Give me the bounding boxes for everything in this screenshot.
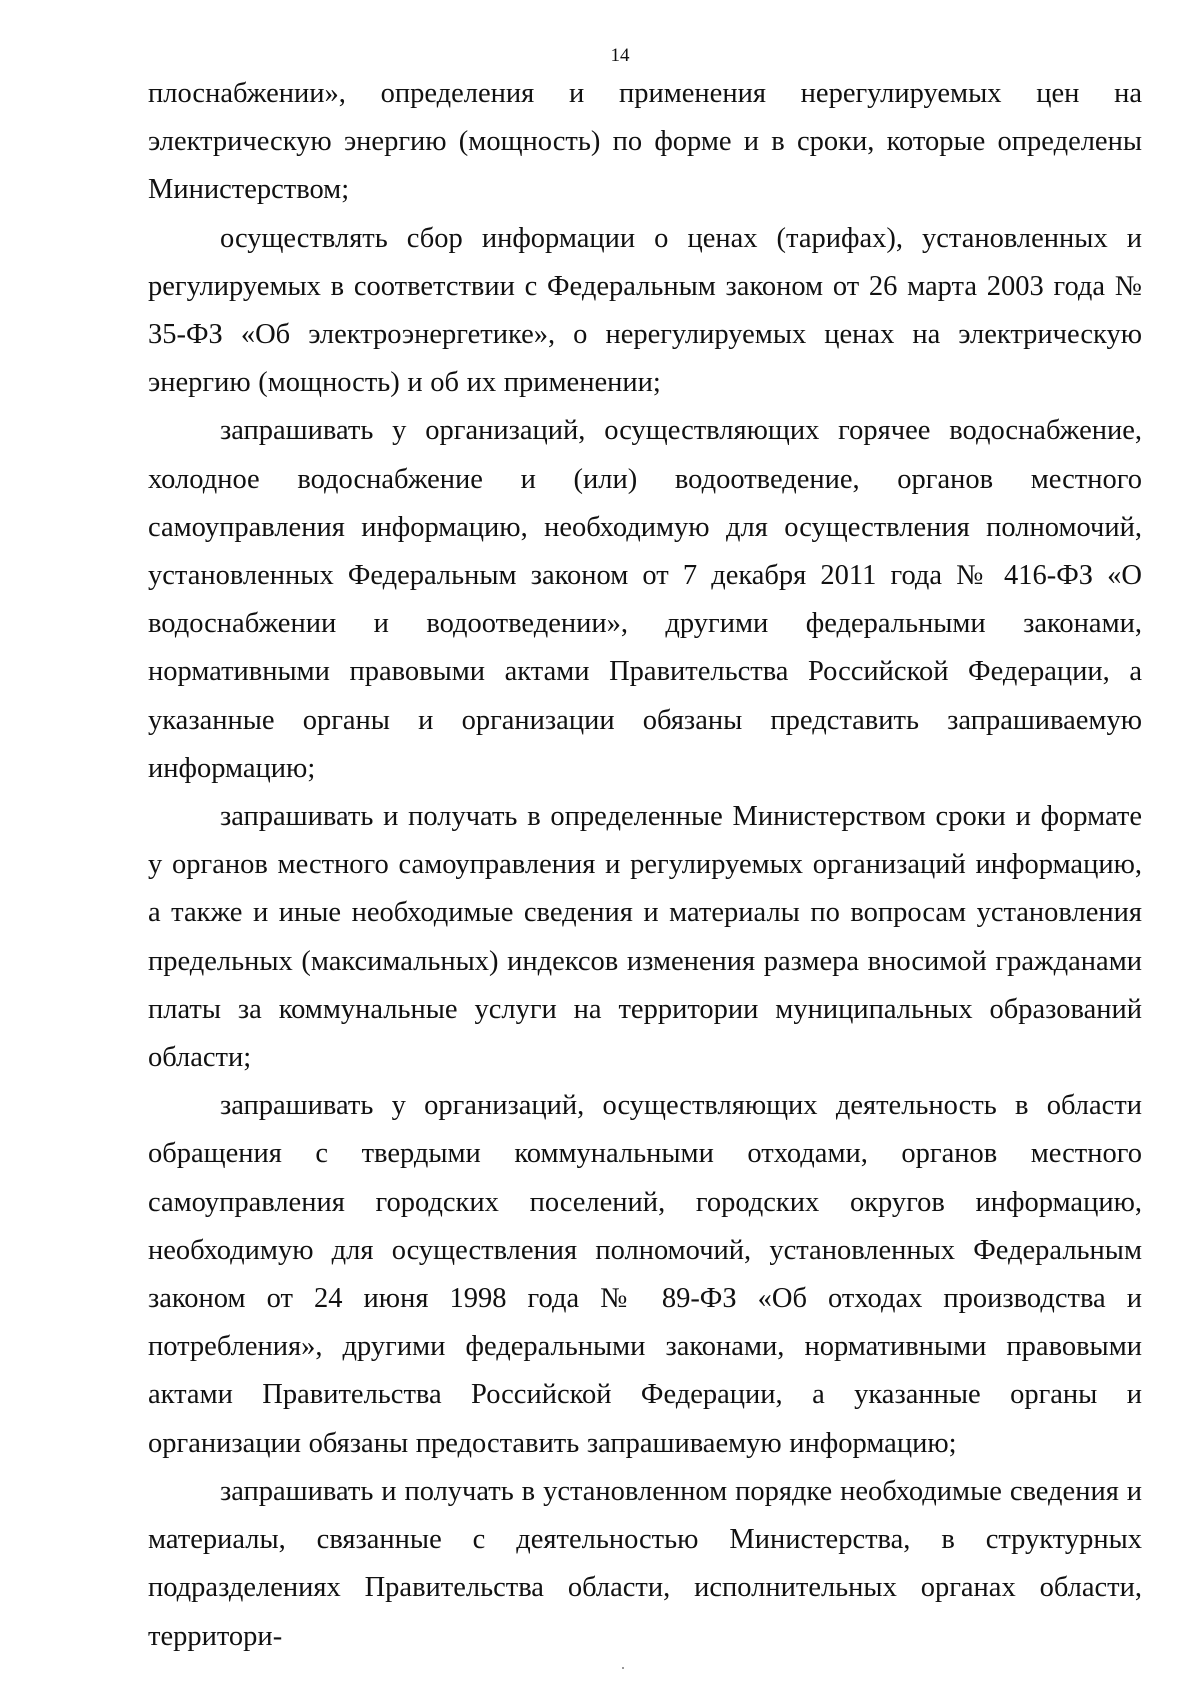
paragraph-utility-payment-indices: запрашивать и получать в определенные Министерством сроки и формате у органов местного самоуправления и регулируемых организаций информацию, а также и иные необходимые сведения и материалы по вопросам установления предельных (максимальных) индексов изменения размера вносимой гражданами платы за коммунальные услуги на территории муниципальных образований области;	[148, 801, 1142, 1074]
paragraph-continuation: плоснабжении», определения и применения нерегулируемых цен на электрическую энергию (мощность) по форме и в сроки, которые определены Министерством;	[148, 78, 1142, 206]
paragraph-price-info-collection: осуществлять сбор информации о ценах (тарифах), установленных и регулируемых в соответствии с Федеральным законом от 26 марта 2003 года № 35-ФЗ «Об электроэнергетике», о нерегулируемых ценах на электрическую энергию (мощность) и об их применении;	[148, 222, 1142, 399]
paragraph-water-supply-info: запрашивать у организаций, осуществляющих горячее водоснабжение, холодное водоснабжение и (или) водоотведение, органов местного самоуправления информацию, необходимую для осуществления полномочий, установленных Федеральным законом от 7 декабря 2011 года № 416-ФЗ «О водоснабжении и водоотведении», другими федеральными законами, нормативными правовыми актами Правительства Российской Федерации, а указанные органы и организации обязаны представить запрашиваемую информацию;	[148, 415, 1142, 784]
paragraph-solid-waste-info: запрашивать у организаций, осуществляющих деятельность в области обращения с твердыми коммунальными отходами, органов местного самоуправления городских поселений, городских округов информацию, необходимую для осуществления полномочий, установленных Федеральным законом от 24 июня 1998 года № 89-ФЗ «Об отходах производства и потребления», другими федеральными законами, нормативными правовыми актами Правительства Российской Федерации, а указанные органы и организации обязаны предоставить запрашиваемую информацию;	[148, 1090, 1142, 1459]
document-body	[148, 70, 1142, 1661]
page-number: 14	[610, 45, 630, 66]
paragraph-ministry-materials: запрашивать и получать в установленном порядке необходимые сведения и материалы, связанные с деятельностью Министерства, в структурных подразделениях Правительства области, исполнительных органах области, территори-	[148, 1475, 1142, 1652]
scan-speck	[622, 1667, 624, 1669]
